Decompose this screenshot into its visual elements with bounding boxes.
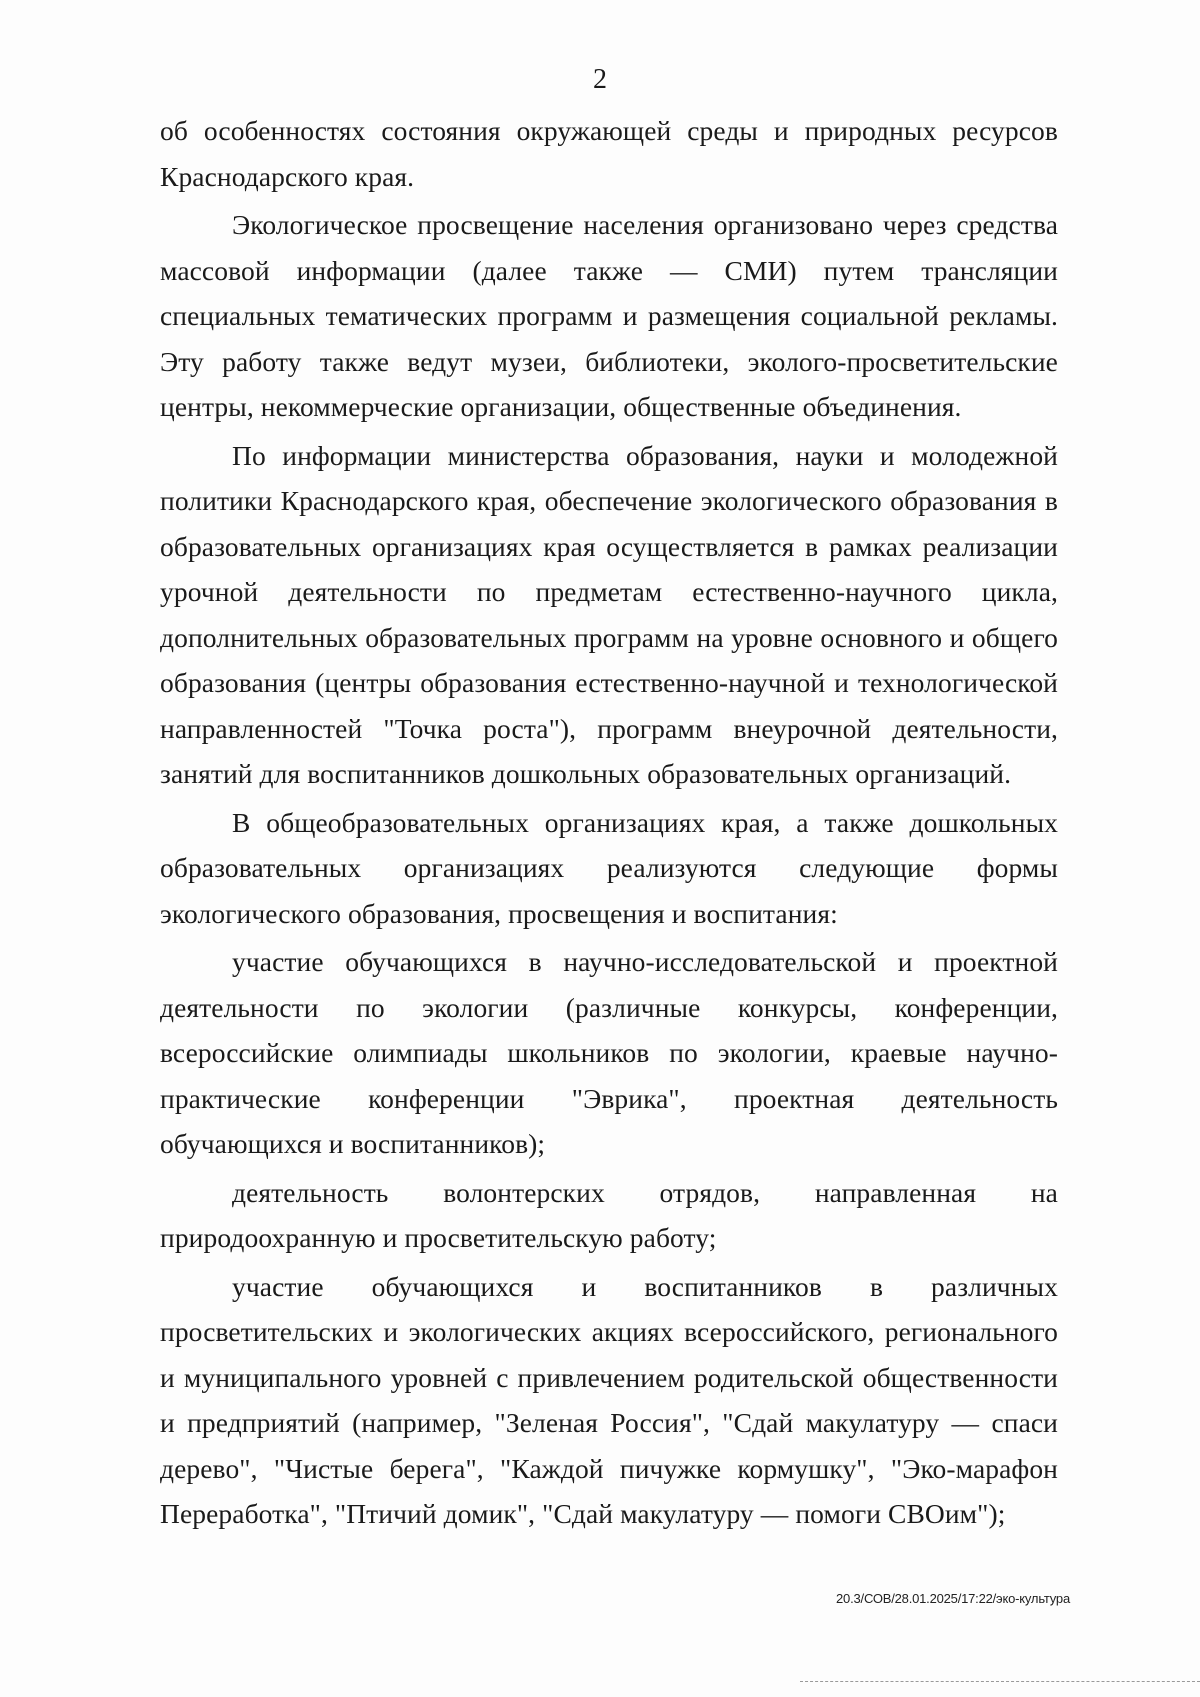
list-item-research: участие обучающихся в научно-исследовательской и проектной деятельности по экологии (различные конкурсы, конференции, всероссийские олимпиады школьников по экологии, краевые научно-практические конференции "Эврика", проектная деятельность обучающихся и воспитанников); <box>160 946 1058 1159</box>
list-item-volunteers: деятельность волонтерских отрядов, направленная на природоохранную и просветительскую работу; <box>160 1176 1058 1253</box>
paragraph-1: об особенностях состояния окружающей среды и природных ресурсов Краснодарского края. <box>160 115 1058 192</box>
paragraph-4: В общеобразовательных организациях края, а также дошкольных образовательных организациях реализуются следующие формы экологического образования, просвещения и воспитания: <box>160 806 1058 929</box>
paragraph-3: По информации министерства образования, науки и молодежной политики Краснодарского края, обеспечение экологического образования в образовательных организациях края осуществляется в рамках реализации урочной деятельности по предметам естественно-научного цикла, дополнительных образовательных программ на уровне основного и общего образования (центры образования естественно-научной и технологической направленностей "Точка роста"), программ внеурочной деятельности, занятий для воспитанников дошкольных образовательных организаций. <box>160 439 1058 789</box>
document-body <box>160 108 1058 1540</box>
paragraph-2: Экологическое просвещение населения организовано через средства массовой информации (далее также — СМИ) путем трансляции специальных тематических программ и размещения социальной рекламы. Эту работу также ведут музеи, библиотеки, эколого-просветительские центры, некоммерческие организации, общественные объединения. <box>160 209 1058 422</box>
document-code: 20.3/СОВ/28.01.2025/17:22/эко-культура <box>836 1591 1070 1606</box>
scan-artifact-line <box>800 1681 1200 1683</box>
list-item-actions: участие обучающихся и воспитанников в различных просветительских и экологических акциях всероссийского, регионального и муниципального уровней с привлечением родительской общественности и предприятий (например, "Зеленая Россия", "Сдай макулатуру — спаси дерево", "Чистые берега", "Каждой пичужке кормушку", "Эко-марафон Переработка", "Птичий домик", "Сдай макулатуру — помоги СВОим"); <box>160 1270 1058 1529</box>
page-number: 2 <box>593 64 607 95</box>
